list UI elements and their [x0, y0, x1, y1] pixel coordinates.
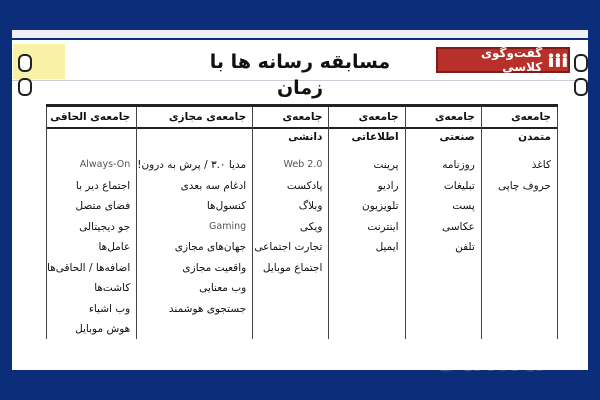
column-item-list — [406, 155, 475, 258]
column-item-list — [137, 155, 246, 319]
list-item: پست — [452, 200, 475, 212]
table-column — [46, 107, 136, 339]
list-item: ادغام سه بعدی — [180, 179, 247, 192]
list-item: کنسول‌ها — [206, 200, 247, 212]
list-item: اضافه‌ها / الحاقی‌ها — [47, 261, 131, 274]
list-item: کاشت‌ها — [94, 282, 131, 294]
binder-ring-right-bottom — [574, 78, 588, 96]
list-item: فضای متصل — [75, 200, 131, 212]
list-item: پادکست — [286, 179, 323, 192]
watermark-logo: Gama — [430, 340, 548, 380]
column-item-list — [253, 155, 322, 278]
list-item: روزنامه — [442, 159, 475, 171]
table-column — [252, 107, 328, 339]
list-item: وبلاگ — [298, 200, 323, 212]
list-item: تلویزیون — [361, 200, 399, 212]
people-icon — [548, 52, 568, 68]
list-item: وب معنایی — [199, 282, 247, 294]
society-media-table — [46, 104, 558, 339]
list-item: تلفن — [455, 241, 475, 253]
column-header: جامعه‌ی مجازی — [137, 107, 252, 129]
class-discussion-badge — [436, 47, 570, 73]
binder-ring-right-top — [574, 54, 588, 72]
list-item: تجارت اجتماعی — [254, 241, 323, 253]
column-item-list — [329, 155, 398, 258]
list-item: هوش موبایل — [75, 323, 131, 335]
list-item: اینترنت — [367, 220, 399, 233]
table-column — [481, 107, 558, 339]
list-item: پرینت — [373, 159, 399, 171]
column-item-list — [482, 155, 551, 196]
table-column — [328, 107, 404, 339]
list-item: کاغذ — [531, 159, 551, 171]
list-item: جستجوی هوشمند — [168, 302, 247, 315]
list-item: Always-On — [79, 159, 131, 170]
table-column — [136, 107, 252, 339]
list-item: Gaming — [209, 220, 247, 232]
list-item: مدیا ۳.۰ / پرش به درون! — [137, 159, 247, 171]
column-header: جامعه‌ی اطلاعاتی — [329, 107, 404, 129]
binder-ring-left-bottom — [18, 78, 32, 96]
list-item: اجتماع دیر با — [75, 179, 131, 192]
column-header: جامعه‌ی الحاقی — [47, 107, 136, 129]
badge-label: گفت‌وگوی کلاسی — [480, 46, 543, 74]
column-header: جامعه‌ی صنعتی — [406, 107, 481, 129]
binder-ring-left-top — [18, 54, 32, 72]
list-item: Web 2.0 — [283, 159, 323, 170]
list-item: عامل‌ها — [98, 241, 131, 253]
list-item: واقعیت مجازی — [182, 261, 247, 274]
list-item: ایمیل — [375, 241, 399, 253]
list-item: وب اشیاء — [88, 302, 131, 315]
table-column — [405, 107, 481, 339]
column-header: جامعه‌ی دانشی — [253, 107, 328, 129]
list-item: اجتماع موبایل — [262, 261, 323, 274]
column-header: جامعه‌ی متمدن — [482, 107, 557, 129]
list-item: جو دیجیتالی — [79, 220, 131, 233]
page-title: مسابقه رسانه ها با زمان — [209, 51, 391, 99]
list-item: تبلیغات — [443, 179, 475, 192]
list-item: رادیو — [377, 179, 399, 192]
list-item: عکاسی — [441, 220, 475, 233]
list-item: جهان‌های مجازی — [174, 241, 247, 253]
column-item-list — [47, 155, 130, 340]
list-item: حروف چاپی — [498, 179, 551, 192]
list-item: ویکی — [299, 220, 323, 233]
